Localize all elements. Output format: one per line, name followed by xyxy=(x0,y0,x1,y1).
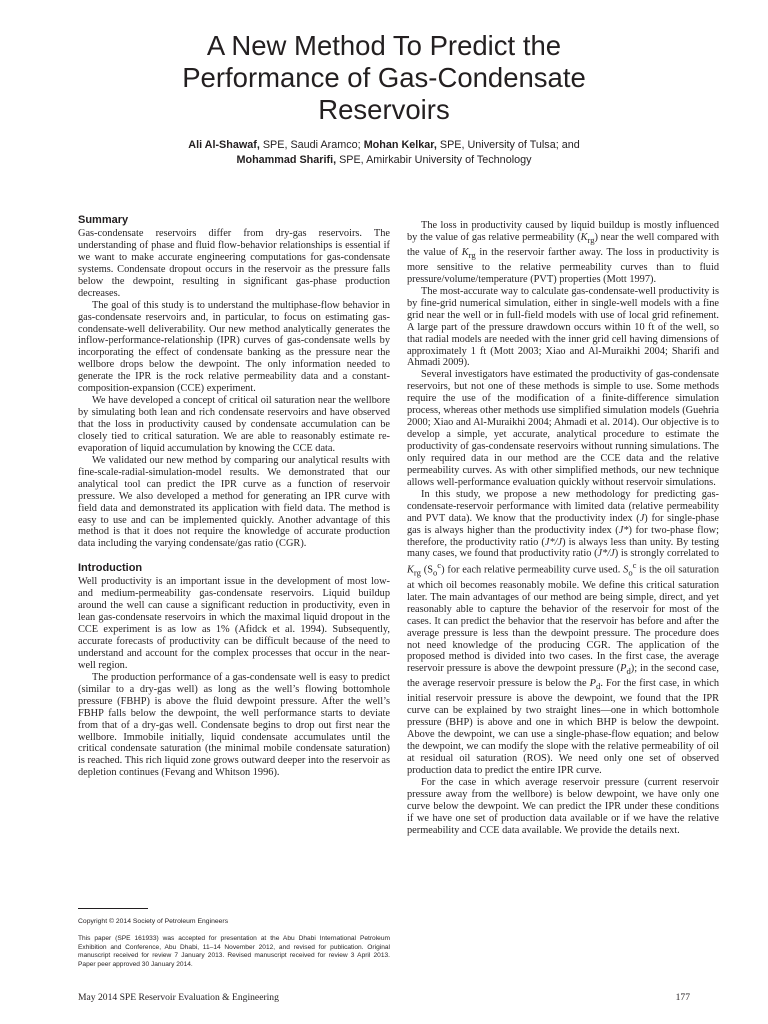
page-number: 177 xyxy=(675,992,690,1003)
journal-footer: May 2014 SPE Reservoir Evaluation & Engineering xyxy=(78,992,279,1003)
paragraph: The most-accurate way to calculate gas-condensate-well productivity is by fine-grid numerical simulation, either in single-well models with a fine grid near the well or in full-field models with use of local grid refinement. A large part of the pressure drawdown occurs within 10 ft of the well, so that radial models are needed with the inner grid cell having dimensions of approximately 1 ft (Mott 2003; Xiao and Al-Muraikhi 2004; Sharifi and Ahmadi 2009). xyxy=(407,285,719,369)
footnote-divider xyxy=(78,908,148,909)
publication-note: This paper (SPE 161933) was accepted for presentation at the Abu Dhabi International Petroleum Exhibition and Conference, Abu Dhabi, 11–14 November 2012, and revised for publication. Original manuscript received for review 7 January 2013. Revised manuscript received for review 3 April 2013. Paper peer approved 30 January 2014. xyxy=(78,935,390,968)
author-name: Mohan Kelkar, xyxy=(363,139,437,151)
author-affiliation: SPE, University of Tulsa; and xyxy=(436,139,580,151)
title-line-1: A New Method To Predict the xyxy=(206,30,562,61)
author-name: Mohammad Sharifi, xyxy=(236,154,337,166)
paragraph: We have developed a concept of critical oil saturation near the wellbore by simulating both lean and rich condensate reservoirs and have observed that the loss in productivity caused by condensate accumulation can be closely tied to critical saturation. We are able to reasonably estimate re-evaporation of liquid accumulation by knowing the CCE data. xyxy=(78,395,390,454)
paragraph: Gas-condensate reservoirs differ from dry-gas reservoirs. The understanding of phase and fluid flow-behavior relationships is essential if we want to make accurate engineering computations for gas-condensate systems. Condensate dropout occurs in the reservoir as the pressure falls below the dewpoint, resulting in significant gas-phase production decreases. xyxy=(78,228,390,299)
title-line-2: Performance of Gas-Condensate xyxy=(182,62,586,93)
title-line-3: Reservoirs xyxy=(318,94,450,125)
paragraph: The production performance of a gas-condensate well is easy to predict (similar to a dry-gas well) as long as the well’s flowing bottomhole pressure (FBHP) is above the fluid dewpoint pressure. After the well’s FBHP falls below the dewpoint, the well performance starts to deviate from that of a dry-gas well. Condensate begins to drop out first near the wellbore. Immobile initially, liquid condensate accumulates until the critical condensate saturation (the minimal mobile condensate saturation) is reached. This rich liquid zone grows outward deeper into the reservoir as depletion continues (Fevang and Whitson 1996). xyxy=(78,671,390,779)
author-affiliation: SPE, Saudi Aramco; xyxy=(259,139,364,151)
paragraph: The loss in productivity caused by liquid buildup is mostly influenced by the value of gas relative permeability $(K_{rg})$ near the well compared with the value of $K_{rg}$ in the reservoir farther away. The loss in productivity is more sensitive to the relative permeability curves than to fluid pressure/volume/temperature (PVT) properties (Mott 1997). xyxy=(407,220,719,285)
paragraph: The goal of this study is to understand the multiphase-flow behavior in gas-condensate reservoirs and, in particular, to focus on estimating gas-condensate-well deliverability. Our new method analytically generates the inflow-performance-relationship (IPR) curves of gas-condensate wells by incorporating the effect of condensate banking as the pressure near the wellbore drops below the dewpoint. The only information needed to generate the IPR is the rock relative permeability data and a constant-composition-expansion (CCE) experiment. xyxy=(78,299,390,395)
author-affiliation: SPE, Amirkabir University of Technology xyxy=(336,154,532,166)
right-column xyxy=(407,220,719,837)
author-name: Ali Al-Shawaf, xyxy=(188,139,260,151)
paragraph: Several investigators have estimated the productivity of gas-condensate reservoirs, but not one of these methods is simple to use. Some methods require the use of the modification of a finite-difference simulation process, whereas other methods use simplified simulation models (Guehria 2000; Xiao and Al-Muraikhi 2004; Ahmadi et al. 2014). Our objective is to develop a simple, yet accurate, analytical procedure to estimate the productivity of gas-condensate reservoirs without running simulations. The only required data in our method are the CCE data and the relative permeability curves. As with other simplified methods, our new technique allows well-performance evaluation quickly without reservoir simulations. xyxy=(407,369,719,488)
introduction-heading: Introduction xyxy=(78,562,143,575)
paragraph: For the case in which average reservoir pressure (current reservoir pressure away from the wellbore) is below dewpoint, we have only one curve below the dewpoint. We can predict the IPR under these conditions if we have one set of production data available or if we have the relative permeability and CCE data available. We provide the details next. xyxy=(407,776,719,836)
paragraph: Well productivity is an important issue in the development of most low- and medium-permeability gas-condensate reservoirs. Liquid buildup around the well can cause a significant reduction in productivity, even in lean gas-condensate reservoirs in which the maximal liquid dropout in the CCE experiment is as low as 1% (Afidck et al. 1994). Subsequently, accurate forecasts of productivity can be difficult because of the need to understand and account for the complex processes that occur in the near-well region. xyxy=(78,576,390,671)
paragraph: In this study, we propose a new methodology for predicting gas-condensate-reservoir performance with limited data (relative permeability and PVT data). We know that the productivity index (J) for single-phase gas is always higher than the productivity index (J*) for two-phase flow; therefore, the productivity ratio (J*/J) is always less than unity. By testing many cases, we found that productivity ratio (J*/J) is strongly correlated to $K_{rg}$ $(S_o^c)$ for each relative permeability curve used. $S_o^c$ is the oil saturation at which oil becomes reasonably mobile. We define this critical saturation later. The main advantages of our method are being simple, direct, and yet reasonably able to capture the behavior of the reservoir for most of the cases. It can predict the behavior that the reservoir has before and after the average pressure is less than the dewpoint pressure. The procedure does not need knowledge of the producing CGR. The application of the proposed method is divided into two cases. In the first case, the average reservoir pressure is above the dewpoint pressure $(P_d)$; in the second case, the average reservoir pressure is below the $P_d$. For the first case, in which initial reservoir pressure is above the dewpoint, we found that the IPR curve can be explained by two straight lines—one in which bottomhole pressure (BHP) is above and one in which BHP is below the dewpoint. Above the dewpoint, we can use a single-phase-flow equation; and below the dewpoint, we can modify the slope with the relative permeability of oil at residual oil saturation (ROS). We need only one set of observed production data to predict the entire IPR curve. xyxy=(407,488,719,776)
paragraph: We validated our new method by comparing our analytical results with fine-scale-radial-simulation-model results. We demonstrated that our analytical tool can predict the IPR curve as a function of reservoir pressure. We also developed a method for generating an IPR curve with field data and demonstrated its application with field data. The method is easy to use and can be implemented quickly. Another advantage of this method is that it does not require the knowledge of accurate production data including the varying condensate/gas ratio (CGR). xyxy=(78,454,390,550)
summary-heading: Summary xyxy=(78,214,129,226)
copyright-notice: Copyright © 2014 Society of Petroleum Engineers xyxy=(78,918,229,925)
article-title xyxy=(0,30,768,126)
left-column xyxy=(78,214,390,779)
author-list xyxy=(0,138,768,168)
